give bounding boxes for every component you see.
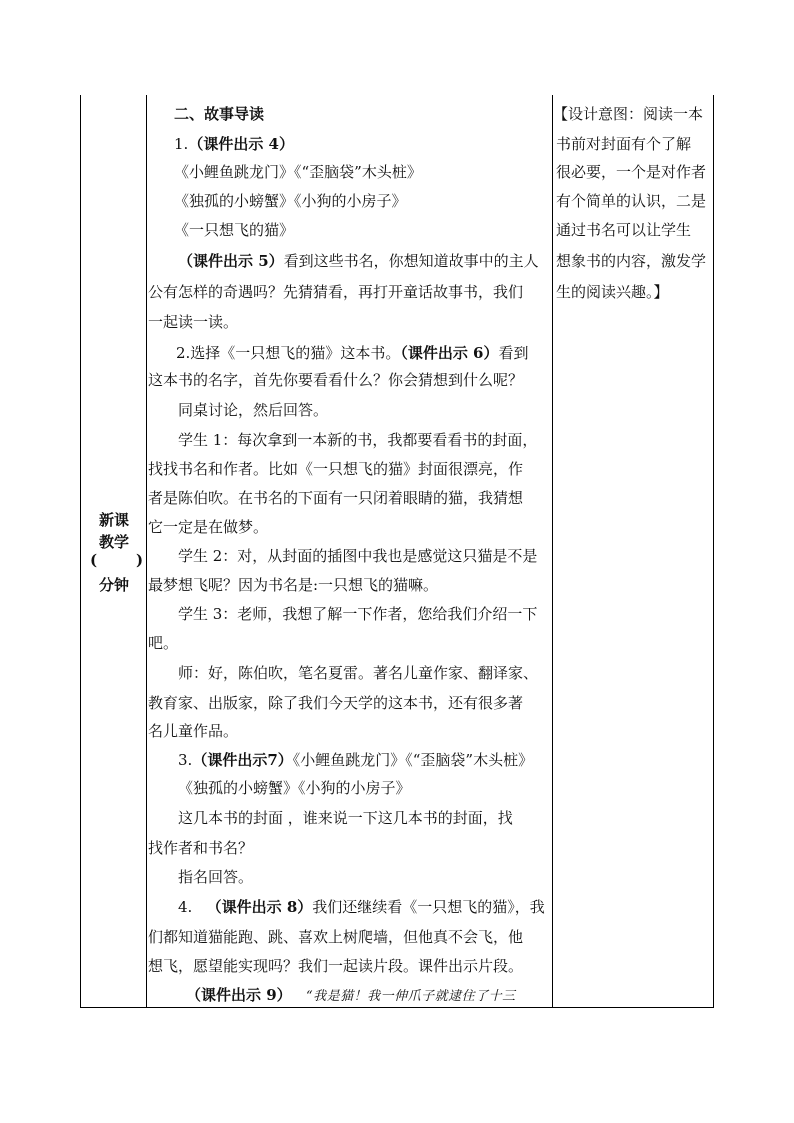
section-label-line4: 分钟 — [98, 576, 129, 594]
paragraph-slide5-line1 — [178, 251, 539, 271]
slide-9-label: （课件出示 9） — [186, 986, 292, 1004]
section-label-paren-open: ( — [90, 551, 98, 569]
step-1-line — [174, 134, 294, 154]
design-intent-line6: 想象书的内容，激发学 — [556, 252, 707, 270]
design-intent-line1: 【设计意图：阅读一本 — [553, 105, 704, 123]
student-1-line2: 找找书名和作者。比如《一只想飞的猫》封面很漂亮，作 — [148, 460, 524, 478]
answer-line: 指名回答。 — [178, 868, 254, 886]
design-intent-line7: 生的阅读兴趣。】 — [556, 283, 669, 301]
section-label-line1: 新课 — [98, 511, 129, 529]
step-4-line3: 想飞，愿望能实现吗？我们一起读片段。课件出示片段。 — [148, 957, 524, 975]
step-3-line1 — [178, 750, 533, 770]
step-2-line1 — [176, 343, 529, 363]
slide-5-label: （课件出示 5） — [178, 252, 284, 270]
section-label-paren-close: ) — [136, 551, 144, 569]
step-2-text-a: 2.选择《一只想飞的猫》这本书。 — [176, 344, 401, 362]
book-list-line-3: 《一只想飞的猫》 — [174, 221, 295, 239]
section-heading: 二、故事导读 — [174, 105, 265, 123]
student-3-line1: 学生 3：老师，我想了解一下作者，您给我们介绍一下 — [178, 605, 538, 623]
step-3-line2: 《独孤的小螃蟹》《小狗的小房子》 — [178, 779, 411, 797]
design-intent-line5: 通过书名可以让学生 — [556, 221, 692, 239]
teacher-line2: 教育家、出版家，除了我们今天学的这本书，还有很多著 — [148, 694, 524, 712]
student-1-line1: 学生 1：每次拿到一本新的书，我都要看看书的封面， — [178, 431, 538, 449]
step-2-text-b: 看到 — [498, 344, 529, 362]
table-border-right — [713, 95, 714, 1008]
story-excerpt-quote: “我是猫！我一伸爪子就逮住了十三 — [305, 989, 516, 1004]
table-divider-2 — [552, 95, 553, 1008]
step-2-line2: 这本书的名字，首先你要看看什么？你会猜想到什么呢？ — [148, 371, 524, 389]
slide-8-label: （课件出示 8） — [206, 898, 313, 916]
step-1-slide-label: （课件出示 4） — [188, 135, 294, 153]
covers-question-line1: 这几本书的封面 ，谁来说一下这几本书的封面，找 — [178, 809, 513, 827]
paragraph-slide5-line2: 公有怎样的奇遇吗？先猜猜看，再打开童话故事书，我们 — [148, 283, 524, 301]
student-2-line2: 最梦想飞呢？因为书名是:一只想飞的猫嘛。 — [148, 576, 439, 594]
table-border-left — [80, 95, 81, 1008]
section-label-line2: 教学 — [98, 533, 129, 551]
student-1-line3: 者是陈伯吹。在书名的下面有一只闭着眼睛的猫，我猜想 — [148, 489, 524, 507]
paragraph-slide5-text: 看到这些书名，你想知道故事中的主人 — [283, 252, 539, 270]
step-4-text: 我们还继续看《一只想飞的猫》，我 — [312, 898, 545, 916]
step-3-number: 3. — [178, 751, 193, 769]
discussion-line: 同桌讨论，然后回答。 — [178, 401, 329, 419]
table-border-bottom — [80, 1007, 714, 1008]
student-3-line2: 吧。 — [148, 634, 179, 652]
step-4-line2: 们都知道猫能跑、跳、喜欢上树爬墙，但他真不会飞，他 — [148, 928, 524, 946]
table-divider-1 — [146, 95, 147, 1008]
paragraph-slide5-line3: 一起读一读。 — [148, 313, 239, 331]
book-list-line-1: 《小鲤鱼跳龙门》《“歪脑袋”木头桩》 — [174, 163, 422, 181]
slide-7-label: （课件出示7） — [192, 751, 293, 769]
slide-6-label: （课件出示 6） — [400, 344, 499, 362]
step-3-books: 《小鲤鱼跳龙门》《“歪脑袋”木头桩》 — [292, 751, 534, 769]
design-intent-line2: 书前对封面有个了解 — [556, 135, 692, 153]
student-2-line1: 学生 2：对，从封面的插图中我也是感觉这只猫是不是 — [178, 547, 538, 565]
slide-9-line — [186, 985, 516, 1007]
covers-question-line2: 找作者和书名？ — [148, 839, 254, 857]
step-4-number: 4. — [178, 898, 193, 916]
student-1-line4: 它一定是在做梦。 — [148, 518, 269, 536]
step-4-line1 — [178, 897, 545, 917]
book-list-line-2: 《独孤的小螃蟹》《小狗的小房子》 — [174, 192, 407, 210]
teacher-line3: 名儿童作品。 — [148, 722, 239, 740]
step-1-number: 1. — [174, 135, 189, 153]
teacher-line1: 师：好，陈伯吹，笔名夏雷。著名儿童作家、翻译家、 — [178, 664, 539, 682]
design-intent-line3: 很必要，一个是对作者 — [556, 163, 707, 181]
design-intent-line4: 有个简单的认识，二是 — [556, 192, 707, 210]
